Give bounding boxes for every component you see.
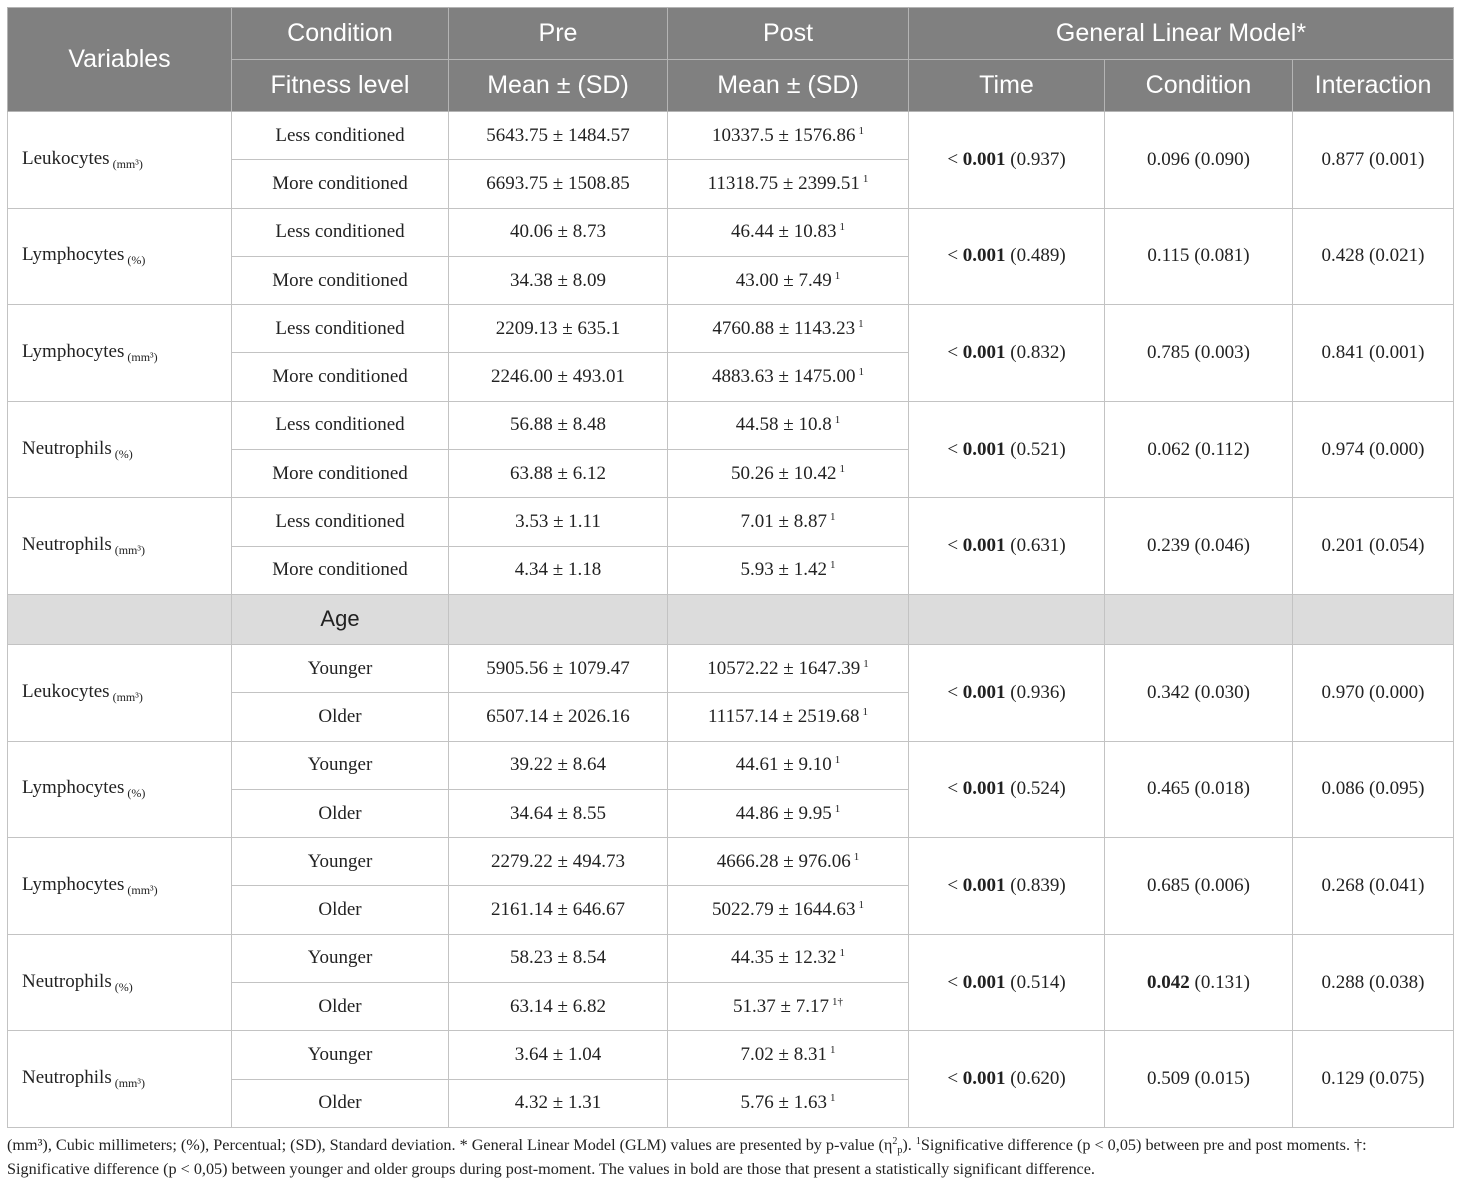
variable-name: Lymphocytes [22, 777, 125, 799]
condition-eta: (0.112) [1194, 438, 1250, 460]
variable-cell [8, 934, 232, 1031]
pre-value: 63.14 ± 6.82 [449, 983, 668, 1031]
glm-time-cell [909, 401, 1105, 498]
footnote-marker-1: 1 [915, 1136, 921, 1147]
glm-condition-cell [1105, 498, 1293, 595]
condition-p-value: 0.342 [1147, 681, 1190, 703]
header-condition: Condition [232, 8, 449, 60]
footnote-text-2: ). [902, 1136, 916, 1154]
time-p-value: 0.001 [962, 341, 1006, 363]
level-cell: Younger [232, 934, 449, 982]
glm-condition-cell [1105, 1031, 1293, 1128]
pre-value: 2209.13 ± 635.1 [449, 305, 668, 353]
time-p-value: 0.001 [962, 874, 1006, 896]
pre-value: 56.88 ± 8.48 [449, 401, 668, 449]
significance-marker: 1 [829, 1092, 836, 1105]
post-value: 44.35 ± 12.32 [731, 947, 837, 969]
post-value: 44.61 ± 9.10 [735, 754, 832, 776]
section-empty-cell [8, 594, 232, 644]
level-cell: Older [232, 886, 449, 934]
post-cell [668, 838, 909, 886]
significance-marker: 1 [829, 511, 836, 524]
level-cell: More conditioned [232, 256, 449, 304]
header-fitness-level: Fitness level [232, 60, 449, 112]
time-eta: (0.832) [1010, 341, 1066, 363]
post-value: 46.44 ± 10.83 [731, 221, 837, 243]
post-cell [668, 305, 909, 353]
variable-unit: (%) [114, 979, 133, 994]
variable-cell [8, 112, 232, 209]
variable-cell [8, 741, 232, 838]
significance-marker: 1 [858, 124, 864, 137]
header-glm: General Linear Model* [909, 8, 1454, 60]
variable-unit: (mm³) [114, 543, 145, 558]
variable-name: Neutrophils [22, 534, 112, 556]
pre-value: 6507.14 ± 2026.16 [449, 693, 668, 741]
significance-marker: 1 [839, 221, 845, 234]
glm-interaction-cell: 0.970 (0.000) [1293, 644, 1454, 741]
post-cell [668, 160, 909, 208]
post-cell [668, 498, 909, 546]
glm-time-cell [909, 838, 1105, 935]
pre-value: 58.23 ± 8.54 [449, 934, 668, 982]
glm-time-cell [909, 305, 1105, 402]
variable-name: Neutrophils [22, 970, 112, 992]
post-cell [668, 1031, 909, 1079]
condition-eta: (0.006) [1194, 874, 1250, 896]
time-prefix: < [947, 681, 959, 703]
post-cell [668, 546, 909, 594]
level-cell: More conditioned [232, 353, 449, 401]
table-row [8, 112, 1454, 160]
post-cell [668, 789, 909, 837]
glm-interaction-cell: 0.841 (0.001) [1293, 305, 1454, 402]
significance-marker: 1 [834, 414, 841, 427]
time-p-value: 0.001 [962, 535, 1006, 557]
table-row [8, 305, 1454, 353]
post-cell [668, 256, 909, 304]
glm-interaction-cell: 0.974 (0.000) [1293, 401, 1454, 498]
post-cell [668, 886, 909, 934]
level-cell: Less conditioned [232, 498, 449, 546]
table-header [8, 8, 1454, 112]
glm-time-cell [909, 498, 1105, 595]
glm-interaction-cell: 0.268 (0.041) [1293, 838, 1454, 935]
condition-eta: (0.046) [1194, 535, 1250, 557]
post-cell [668, 353, 909, 401]
post-value: 44.86 ± 9.95 [735, 802, 832, 824]
time-eta: (0.631) [1010, 535, 1066, 557]
section-empty-cell [1293, 594, 1454, 644]
post-value: 11318.75 ± 2399.51 [707, 172, 860, 194]
post-value: 43.00 ± 7.49 [735, 269, 832, 291]
variable-cell [8, 1031, 232, 1128]
post-value: 10337.5 ± 1576.86 [712, 124, 856, 146]
time-prefix: < [947, 778, 959, 800]
post-value: 5.76 ± 1.63 [740, 1092, 827, 1114]
table-row [8, 934, 1454, 982]
significance-marker: 1 [834, 754, 841, 767]
significance-marker: 1 [829, 559, 836, 572]
time-prefix: < [947, 1068, 959, 1090]
condition-eta: (0.081) [1194, 245, 1250, 267]
post-value: 4666.28 ± 976.06 [716, 850, 851, 872]
glm-condition-cell [1105, 741, 1293, 838]
glm-condition-cell [1105, 401, 1293, 498]
header-pre: Pre [449, 8, 668, 60]
variable-unit: (mm³) [127, 882, 158, 897]
table-row [8, 838, 1454, 886]
variable-name: Leukocytes [22, 680, 110, 702]
section-label-age: Age [232, 594, 449, 644]
post-value: 5.93 ± 1.42 [740, 559, 827, 581]
glm-condition-cell [1105, 305, 1293, 402]
header-interaction: Interaction [1293, 60, 1454, 112]
level-cell: Younger [232, 838, 449, 886]
post-value: 51.37 ± 7.17 [733, 995, 829, 1017]
pre-value: 4.34 ± 1.18 [449, 546, 668, 594]
condition-eta: (0.018) [1194, 778, 1250, 800]
table-row [8, 644, 1454, 692]
variable-cell [8, 401, 232, 498]
significance-marker: 1 [858, 317, 864, 330]
header-pre-mean-sd: Mean ± (SD) [449, 60, 668, 112]
post-cell [668, 1079, 909, 1127]
section-empty-cell [909, 594, 1105, 644]
post-cell [668, 401, 909, 449]
post-cell [668, 112, 909, 160]
level-cell: Less conditioned [232, 208, 449, 256]
time-eta: (0.489) [1010, 245, 1066, 267]
condition-p-value: 0.785 [1147, 341, 1190, 363]
glm-interaction-cell: 0.201 (0.054) [1293, 498, 1454, 595]
significance-marker: 1 [863, 657, 869, 670]
level-cell: Older [232, 1079, 449, 1127]
pre-value: 2161.14 ± 646.67 [449, 886, 668, 934]
footnote-text-1: (mm³), Cubic millimeters; (%), Percentual; (SD), Standard deviation. * General Linear Model (GLM) values are presented by p-value (η [7, 1136, 893, 1154]
footnote-text-3: Significative difference (p < 0,05) between pre and post moments. †: Significative difference (p < 0,05) between younger and older groups during post-moment. The values in bold are those that present a statistically significant difference. [7, 1136, 1367, 1178]
pre-value: 63.88 ± 6.12 [449, 450, 668, 498]
level-cell: Younger [232, 644, 449, 692]
time-p-value: 0.001 [962, 681, 1006, 703]
glm-time-cell [909, 934, 1105, 1031]
level-cell: Younger [232, 1031, 449, 1079]
level-cell: Less conditioned [232, 401, 449, 449]
pre-value: 34.38 ± 8.09 [449, 256, 668, 304]
variable-cell [8, 208, 232, 305]
condition-p-value: 0.685 [1147, 874, 1190, 896]
condition-p-value: 0.062 [1147, 438, 1191, 460]
table-row [8, 741, 1454, 789]
significance-marker: 1 [839, 947, 845, 960]
post-value: 11157.14 ± 2519.68 [707, 705, 860, 727]
condition-p-value: 0.239 [1147, 535, 1190, 557]
variable-unit: (mm³) [114, 1076, 145, 1091]
time-p-value: 0.001 [962, 438, 1006, 460]
glm-interaction-cell: 0.129 (0.075) [1293, 1031, 1454, 1128]
section-empty-cell [449, 594, 668, 644]
header-post: Post [668, 8, 909, 60]
pre-value: 34.64 ± 8.55 [449, 789, 668, 837]
variable-unit: (%) [127, 786, 146, 801]
post-value: 44.58 ± 10.8 [735, 414, 832, 436]
header-post-mean-sd: Mean ± (SD) [668, 60, 909, 112]
glm-time-cell [909, 1031, 1105, 1128]
time-eta: (0.514) [1010, 971, 1066, 993]
condition-p-value: 0.115 [1147, 245, 1190, 267]
significance-marker: 1 [853, 850, 860, 863]
post-value: 4883.63 ± 1475.00 [712, 366, 856, 388]
level-cell: Older [232, 983, 449, 1031]
glm-condition-cell [1105, 838, 1293, 935]
glm-condition-cell [1105, 644, 1293, 741]
time-p-value: 0.001 [962, 778, 1006, 800]
level-cell: Less conditioned [232, 112, 449, 160]
variable-name: Lymphocytes [22, 873, 125, 895]
pre-value: 5905.56 ± 1079.47 [449, 644, 668, 692]
post-cell [668, 934, 909, 982]
header-glm-condition: Condition [1105, 60, 1293, 112]
condition-p-value: 0.042 [1147, 971, 1190, 993]
glm-interaction-cell: 0.288 (0.038) [1293, 934, 1454, 1031]
pre-value: 2246.00 ± 493.01 [449, 353, 668, 401]
time-eta: (0.936) [1010, 681, 1066, 703]
variable-unit: (mm³) [127, 349, 158, 364]
variable-unit: (%) [127, 253, 146, 268]
variable-name: Lymphocytes [22, 340, 125, 362]
condition-eta: (0.090) [1194, 148, 1250, 170]
variable-name: Lymphocytes [22, 244, 125, 266]
significance-marker: 1† [831, 995, 843, 1008]
post-value: 50.26 ± 10.42 [731, 462, 837, 484]
condition-eta: (0.030) [1194, 681, 1250, 703]
variable-cell [8, 644, 232, 741]
variable-unit: (mm³) [112, 156, 143, 171]
time-prefix: < [947, 535, 959, 557]
variable-unit: (%) [114, 446, 133, 461]
variable-name: Neutrophils [22, 437, 112, 459]
time-p-value: 0.001 [962, 245, 1006, 267]
table-row [8, 401, 1454, 449]
glm-condition-cell [1105, 934, 1293, 1031]
time-eta: (0.839) [1010, 874, 1066, 896]
post-value: 10572.22 ± 1647.39 [707, 657, 861, 679]
level-cell: Younger [232, 741, 449, 789]
condition-p-value: 0.465 [1147, 778, 1190, 800]
level-cell: Less conditioned [232, 305, 449, 353]
table-row [8, 498, 1454, 546]
time-p-value: 0.001 [962, 971, 1006, 993]
variable-cell [8, 838, 232, 935]
pre-value: 5643.75 ± 1484.57 [449, 112, 668, 160]
time-eta: (0.937) [1010, 148, 1066, 170]
significance-marker: 1 [829, 1043, 836, 1056]
glm-condition-cell [1105, 208, 1293, 305]
time-eta: (0.521) [1010, 438, 1066, 460]
post-value: 7.01 ± 8.87 [740, 511, 827, 533]
footnote-eta-sub: p [897, 1145, 903, 1156]
table-body [8, 112, 1454, 1128]
table-row [8, 1031, 1454, 1079]
glm-time-cell [909, 208, 1105, 305]
section-row-age [8, 594, 1454, 644]
post-value: 4760.88 ± 1143.23 [712, 317, 856, 339]
condition-p-value: 0.509 [1147, 1068, 1190, 1090]
variable-name: Neutrophils [22, 1067, 112, 1089]
glm-time-cell [909, 741, 1105, 838]
time-p-value: 0.001 [962, 1068, 1006, 1090]
pre-value: 3.53 ± 1.11 [449, 498, 668, 546]
results-table-container [7, 7, 1453, 1128]
table-footnote [7, 1133, 1453, 1181]
time-p-value: 0.001 [962, 148, 1006, 170]
condition-eta: (0.015) [1194, 1068, 1250, 1090]
post-cell [668, 644, 909, 692]
time-prefix: < [947, 971, 959, 993]
time-prefix: < [947, 874, 959, 896]
level-cell: More conditioned [232, 160, 449, 208]
time-prefix: < [947, 148, 959, 170]
pre-value: 6693.75 ± 1508.85 [449, 160, 668, 208]
time-eta: (0.524) [1010, 778, 1066, 800]
pre-value: 39.22 ± 8.64 [449, 741, 668, 789]
glm-interaction-cell: 0.428 (0.021) [1293, 208, 1454, 305]
post-value: 7.02 ± 8.31 [740, 1043, 827, 1065]
time-prefix: < [947, 438, 959, 460]
variable-name: Leukocytes [22, 147, 110, 169]
pre-value: 2279.22 ± 494.73 [449, 838, 668, 886]
glm-time-cell [909, 644, 1105, 741]
pre-value: 4.32 ± 1.31 [449, 1079, 668, 1127]
header-time: Time [909, 60, 1105, 112]
time-prefix: < [947, 245, 959, 267]
significance-marker: 1 [862, 172, 869, 185]
post-value: 5022.79 ± 1644.63 [712, 899, 856, 921]
section-empty-cell [1105, 594, 1293, 644]
condition-eta: (0.131) [1194, 971, 1250, 993]
significance-marker: 1 [858, 899, 864, 912]
condition-eta: (0.003) [1194, 341, 1250, 363]
pre-value: 3.64 ± 1.04 [449, 1031, 668, 1079]
post-cell [668, 693, 909, 741]
pre-value: 40.06 ± 8.73 [449, 208, 668, 256]
post-cell [668, 208, 909, 256]
level-cell: More conditioned [232, 546, 449, 594]
section-empty-cell [668, 594, 909, 644]
post-cell [668, 741, 909, 789]
glm-interaction-cell: 0.877 (0.001) [1293, 112, 1454, 209]
header-variables: Variables [8, 8, 232, 112]
level-cell: More conditioned [232, 450, 449, 498]
level-cell: Older [232, 693, 449, 741]
glm-condition-cell [1105, 112, 1293, 209]
table-row [8, 208, 1454, 256]
footnote-eta-sup: 2 [892, 1136, 898, 1147]
time-prefix: < [947, 341, 959, 363]
variable-cell [8, 498, 232, 595]
time-eta: (0.620) [1010, 1068, 1066, 1090]
variable-unit: (mm³) [112, 689, 143, 704]
significance-marker: 1 [862, 705, 869, 718]
significance-marker: 1 [834, 802, 841, 815]
results-table [7, 7, 1454, 1128]
post-cell [668, 983, 909, 1031]
significance-marker: 1 [839, 462, 845, 475]
condition-p-value: 0.096 [1147, 148, 1190, 170]
glm-interaction-cell: 0.086 (0.095) [1293, 741, 1454, 838]
post-cell [668, 450, 909, 498]
variable-cell [8, 305, 232, 402]
significance-marker: 1 [858, 366, 864, 379]
glm-time-cell [909, 112, 1105, 209]
level-cell: Older [232, 789, 449, 837]
significance-marker: 1 [834, 269, 841, 282]
